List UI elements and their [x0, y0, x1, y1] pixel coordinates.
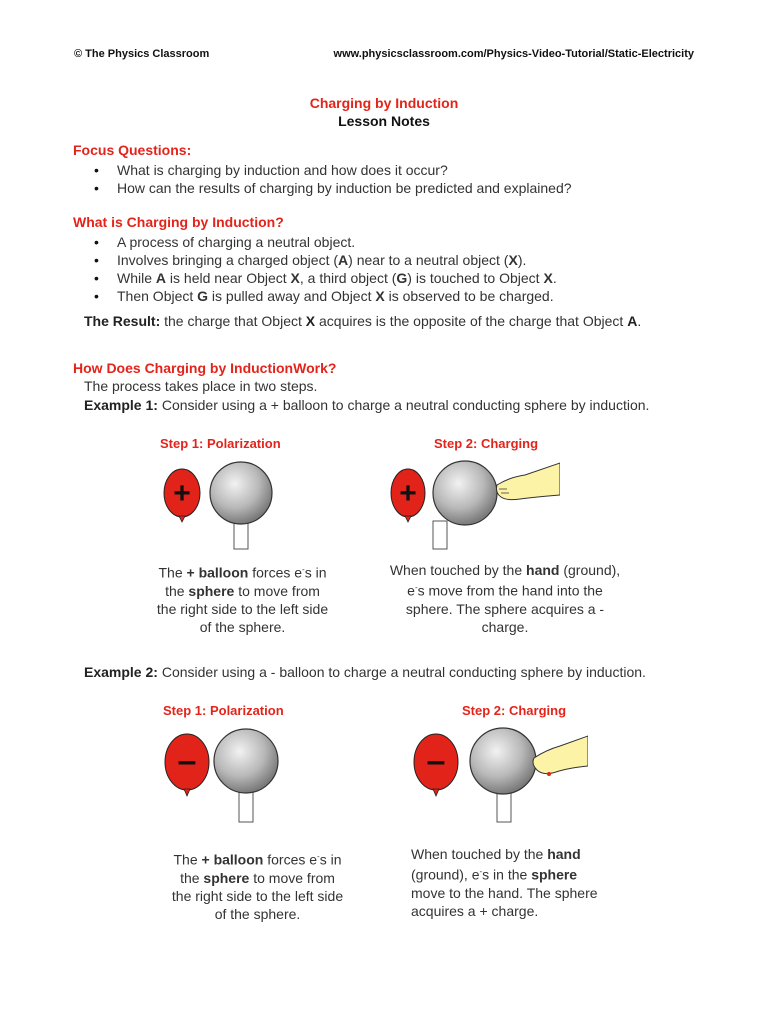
ex1-step2-title: Step 2: Charging	[434, 436, 539, 451]
ex1-step1-figure	[155, 455, 285, 555]
example1-line: Example 1: Consider using a + balloon to charge a neutral conducting sphere by induction.	[84, 397, 650, 413]
sphere-icon	[214, 729, 278, 793]
header-copyright: © The Physics Classroom	[74, 48, 210, 60]
list-item: • A process of charging a neutral object.	[73, 233, 557, 251]
header-url: www.physicsclassroom.com/Physics-Video-Tutorial/Static-Electricity	[333, 48, 694, 60]
ex2-step2-caption: When touched by the hand (ground), e-s in the sphere move to the hand. The sphere acquires a + charge.	[411, 846, 598, 919]
focus-heading: Focus Questions:	[73, 142, 192, 158]
what-list	[73, 233, 557, 305]
stand-icon	[497, 790, 511, 822]
list-item: • Then Object G is pulled away and Object X is observed to be charged.	[73, 287, 557, 305]
hand-icon	[497, 463, 561, 500]
list-item: • Involves bringing a charged object (A) near to a neutral object (X).	[73, 251, 557, 269]
ex1-step2-caption: When touched by the hand (ground), e-s move from the hand into the sphere. The sphere acquires a - charge.	[389, 562, 621, 635]
minus-sign-icon: –	[426, 742, 446, 780]
sphere-icon	[433, 461, 497, 525]
page-subtitle: Lesson Notes	[338, 113, 430, 129]
ex2-step1-figure	[160, 722, 290, 827]
plus-sign-icon: +	[173, 477, 191, 510]
sphere-icon	[470, 728, 536, 794]
what-heading: What is Charging by Induction?	[73, 214, 284, 230]
page-title: Charging by Induction	[309, 95, 459, 111]
stand-icon	[239, 790, 253, 822]
ex2-step2-figure	[408, 722, 588, 827]
result-line: The Result: the charge that Object X acquires is the opposite of the charge that Object A.	[84, 313, 642, 329]
ex2-step2-title: Step 2: Charging	[462, 703, 567, 718]
ex1-step1-caption: The + balloon forces e-s in the sphere to move from the right side to the left side of the sphere.	[156, 564, 329, 635]
ex2-step1-caption: The + balloon forces e-s in the sphere to move from the right side to the left side of the sphere.	[171, 851, 344, 922]
example2-line: Example 2: Consider using a - balloon to charge a neutral conducting sphere by induction.	[84, 664, 646, 680]
stand-icon	[234, 521, 248, 549]
list-item: • While A is held near Object X, a third object (G) is touched to Object X.	[73, 269, 557, 287]
how-heading: How Does Charging by InductionWork?	[73, 360, 337, 376]
how-intro: The process takes place in two steps.	[84, 378, 318, 394]
stand-icon	[433, 521, 447, 549]
focus-list	[73, 161, 572, 197]
ex1-step1-title: Step 1: Polarization	[160, 436, 281, 451]
list-item: • How can the results of charging by induction be predicted and explained?	[73, 179, 572, 197]
sphere-icon	[210, 462, 272, 524]
minus-sign-icon: –	[177, 742, 197, 780]
list-item: • What is charging by induction and how does it occur?	[73, 161, 572, 179]
plus-sign-icon: +	[399, 477, 417, 510]
ex1-step2-figure	[385, 455, 560, 555]
hand-icon	[533, 736, 588, 774]
ex2-step1-title: Step 1: Polarization	[163, 703, 284, 718]
